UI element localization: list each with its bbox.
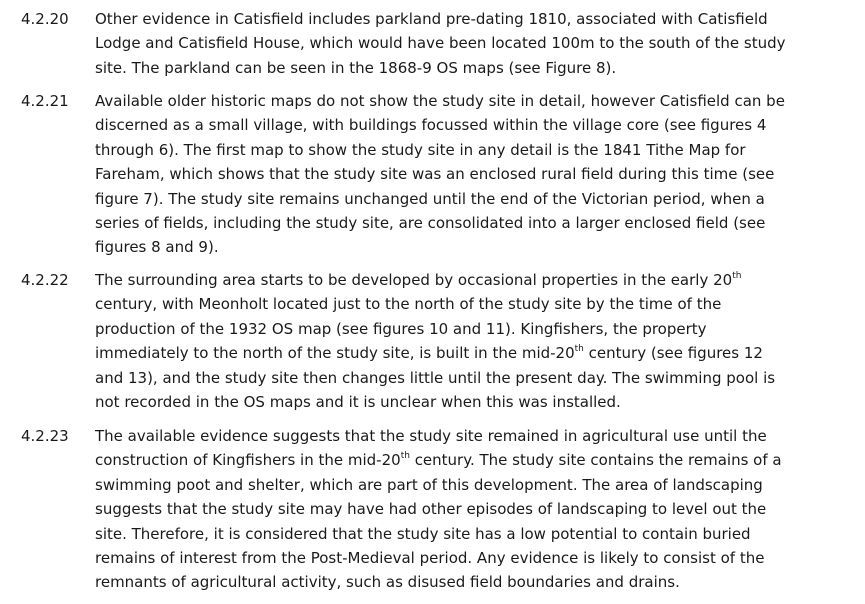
paragraph-number: 4.2.23 (21, 427, 69, 445)
text-line: construction of Kingfishers in the mid-20th century. The study site contains the remains of a (95, 451, 782, 470)
text-line: and 13), and the study site then changes little until the present day. The swimming pool is (95, 368, 776, 387)
text-line: Other evidence in Catisfield includes parkland pre-dating 1810, associated with Catisfield (95, 10, 768, 28)
paragraph-body (95, 7, 855, 80)
superscript: th (400, 451, 410, 462)
text-line: Lodge and Catisfield House, which would have been located 100m to the south of the study (95, 34, 786, 53)
text-line: not recorded in the OS maps and it is unclear when this was installed. (95, 393, 621, 412)
text-line: The available evidence suggests that the study site remained in agricultural use until the (95, 427, 767, 445)
text-line: remains of interest from the Post-Medieval period. Any evidence is likely to consist of the (95, 549, 765, 568)
text-line: figures 8 and 9). (95, 238, 219, 257)
text-line: series of fields, including the study site, are consolidated into a larger enclosed field (see (95, 214, 766, 233)
text-line: production of the 1932 OS map (see figures 10 and 11). Kingfishers, the property (95, 319, 707, 338)
text-line: century, with Meonholt located just to the north of the study site by the time of the (95, 295, 722, 314)
paragraph-body (95, 424, 855, 595)
superscript: th (574, 344, 584, 355)
text-line: discerned as a small village, with buildings focussed within the village core (see figures 4 (95, 116, 767, 135)
text-line: Available older historic maps do not show the study site in detail, however Catisfield can be (95, 92, 785, 110)
paragraph-body (95, 89, 855, 260)
text-line: site. Therefore, it is considered that the study site has a low potential to contain buried (95, 524, 751, 543)
paragraph-number: 4.2.20 (21, 10, 69, 28)
superscript: th (732, 271, 742, 281)
text-line: site. The parkland can be seen in the 1868-9 OS maps (see Figure 8). (95, 58, 617, 77)
paragraph-number: 4.2.22 (21, 271, 69, 289)
text-line: The surrounding area starts to be developed by occasional properties in the early 20th (95, 271, 742, 289)
text-line: remnants of agricultural activity, such as disused field boundaries and drains. (95, 573, 680, 592)
text-line: immediately to the north of the study site, is built in the mid-20th century (see figures 12 (95, 344, 763, 363)
text-line: suggests that the study site may have had other episodes of landscaping to level out the (95, 500, 767, 519)
text-line: swimming poot and shelter, which are part of this development. The area of landscaping (95, 475, 763, 494)
text-line: Fareham, which shows that the study site was an enclosed rural field during this time (see (95, 165, 775, 184)
text-line: through 6). The first map to show the study site in any detail is the 1841 Tithe Map for (95, 140, 746, 159)
text-line: figure 7). The study site remains unchanged until the end of the Victorian period, when a (95, 189, 765, 208)
paragraph-body (95, 268, 855, 414)
paragraph-number: 4.2.21 (21, 92, 69, 110)
